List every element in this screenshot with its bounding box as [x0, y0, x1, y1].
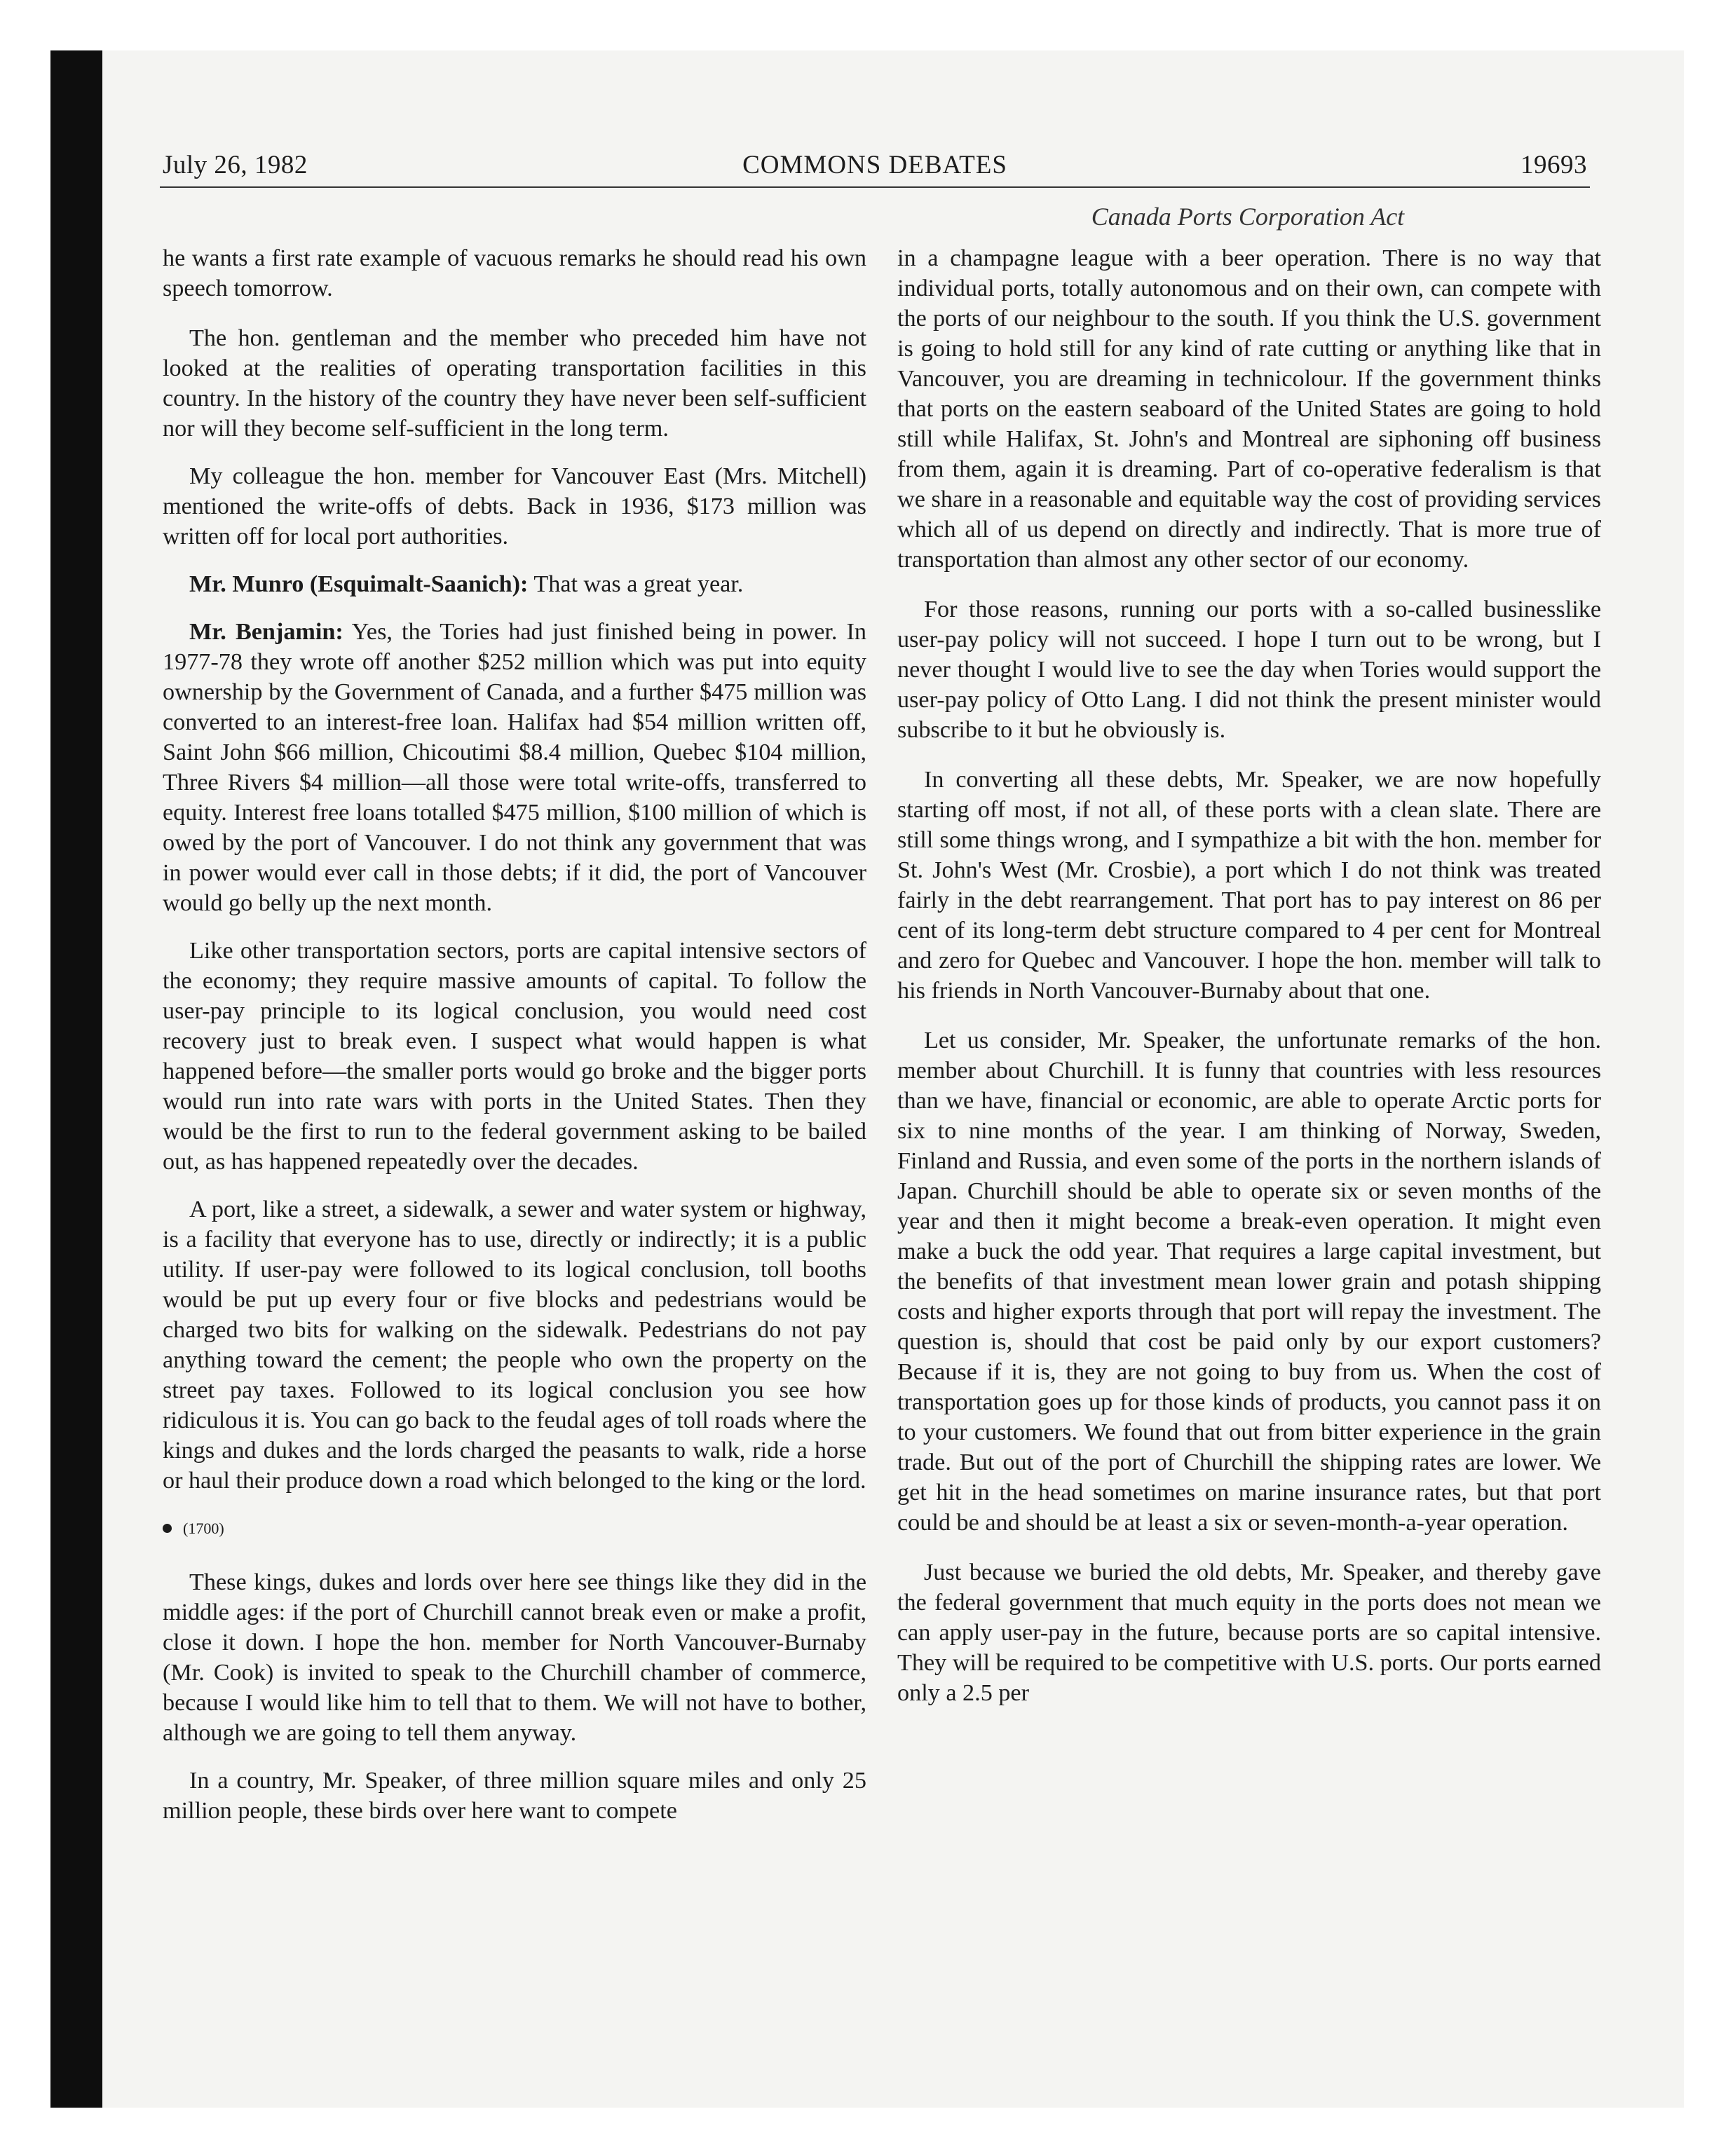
time-marker	[163, 1513, 866, 1543]
paragraph: Let us consider, Mr. Speaker, the unfortunate remarks of the hon. member about Churchill. It is funny that countries with less resources than we have, financial or economic, are able to operate Arctic ports for six to nine months of the year. I am thinking of Norway, Sweden, Finland and Russia, and even some of the ports in the northern islands of Japan. Churchill should be able to operate six or seven months of the year and then it might become a break-even operation. It might even make a buck the odd year. That requires a large capital investment, but the benefits of that investment mean lower grain and potash shipping costs and higher exports through that port will repay the investment. The question is, should that cost be paid only by our export customers? Because if it is, they are not going to buy from us. When the cost of transportation goes up for those kinds of products, you cannot pass it on to your customers. We found that out from bitter experience in the grain trade. But out of the port of Churchill the shipping rates are lower. We get hit in the head sometimes on marine insurance rates, but that port could be and should be at least a six or seven-month-a-year operation.	[897, 1028, 1601, 1536]
act-title: Canada Ports Corporation Act	[1091, 203, 1405, 231]
paragraph: Like other transportation sectors, ports are capital intensive sectors of the economy; they require massive amounts of capital. To follow the user-pay principle to its logical conclusion, you would need cost recovery just to break even. I suspect what would happen is what happened before—the smaller ports would go broke and the bigger ports would run into rate wars with ports in the United States. Then they would be the first to run to the federal government asking to be bailed out, as has happened repeatedly over the decades.	[163, 938, 866, 1175]
paragraph: A port, like a street, a sidewalk, a sewer and water system or highway, is a facility that everyone has to use, directly or indirectly; it is a public utility. If user-pay were followed to its logical conclusion, toll booths would be put up every four or five blocks and pedestrians would be charged two bits for walking on the sidewalk. Pedestrians do not pay anything toward the cement; the people who own the property on the street pay taxes. Followed to its logical conclusion you see how ridiculous it is. You can go back to the feudal ages of toll roads where the kings and dukes and the lords charged the peasants to walk, ride a horse or haul their produce down a road which belonged to the king or the lord.	[163, 1196, 866, 1494]
paragraph: For those reasons, running our ports with a so-called businesslike user-pay policy will not succeed. I hope I turn out to be wrong, but I never thought I would live to see the day when Tories would support the user-pay policy of Otto Lang. I did not think the present minister would subscribe to it but he obviously is.	[897, 596, 1601, 743]
paragraph: Just because we buried the old debts, Mr. Speaker, and thereby gave the federal government that much equity in the ports does not mean we can apply user-pay in the future, because ports are so capital intensive. They will be required to be competitive with U.S. ports. Our ports earned only a 2.5 per	[897, 1560, 1601, 1706]
time-marker-label: (1700)	[183, 1520, 224, 1537]
scan-border	[50, 50, 102, 2108]
bullet-icon	[163, 1524, 172, 1533]
header-publication: COMMONS DEBATES	[742, 151, 1007, 179]
page-header	[160, 147, 1590, 188]
paragraph: My colleague the hon. member for Vancouver East (Mrs. Mitchell) mentioned the write-offs of debts. Back in 1936, $173 million was written off for local port authorities.	[163, 463, 866, 550]
speech-munro	[163, 569, 866, 599]
speech-text: That was a great year.	[528, 571, 744, 597]
header-page-number: 19693	[1520, 151, 1587, 179]
paragraph: in a champagne league with a beer operation. There is no way that individual ports, totally autonomous and on their own, can compete with the ports of our neighbour to the south. If you think the U.S. government is going to hold still for any kind of rate cutting or anything like that in Vancouver, you are dreaming in technicolour. If the government thinks that ports on the eastern seaboard of the United States are going to hold still while Halifax, St. John's and Montreal are siphoning off business from them, again it is dreaming. Part of co-operative federalism is that we share in a reasonable and equitable way the cost of providing services which all of us depend on directly and indirectly. That is more true of transportation than almost any other sector of our economy.	[897, 245, 1601, 573]
speaker-name: Mr. Munro (Esquimalt-Saanich):	[189, 571, 529, 597]
speaker-name: Mr. Benjamin:	[189, 619, 343, 645]
speech-text: Yes, the Tories had just finished being in power. In 1977-78 they wrote off another $252 million which was put into equity ownership by the Government of Canada, and a further $475 million was converted to an interest-free loan. Halifax had $54 million written off, Saint John $66 million, Chicoutimi $8.4 million, Quebec $104 million, Three Rivers $4 million—all those were total write-offs, transferred to equity. Interest free loans totalled $475 million, $100 million of which is owed by the port of Vancouver. I do not think any government that was in power would ever call in those debts; if it did, the port of Vancouver would go belly up the next month.	[163, 619, 867, 916]
header-date: July 26, 1982	[163, 151, 308, 179]
paragraph: These kings, dukes and lords over here see things like they did in the middle ages: if the port of Churchill cannot break even or make a profit, close it down. I hope the hon. member for North Vancouver-Burnaby (Mr. Cook) is invited to speak to the Churchill chamber of commerce, because I would like him to tell that to them. We will not have to bother, although we are going to tell them anyway.	[163, 1569, 866, 1746]
right-column	[897, 243, 1601, 1726]
paragraph: The hon. gentleman and the member who preceded him have not looked at the realities of operating transportation facilities in this country. In the history of the country they have never been self-sufficient nor will they become self-sufficient in the long term.	[163, 325, 866, 442]
left-column	[163, 243, 866, 1843]
paragraph: In a country, Mr. Speaker, of three million square miles and only 25 million people, these birds over here want to compete	[163, 1768, 866, 1824]
paragraph: In converting all these debts, Mr. Speaker, we are now hopefully starting off most, if not all, of these ports with a clean slate. There are still some things wrong, and I sympathize a bit with the hon. member for St. John's West (Mr. Crosbie), a port which I do not think was treated fairly in the debt rearrangement. That port has to pay interest on 86 per cent of its long-term debt structure compared to 4 per cent for Montreal and zero for Quebec and Vancouver. I hope the hon. member will talk to his friends in North Vancouver-Burnaby about that one.	[897, 767, 1601, 1004]
speech-benjamin	[163, 617, 866, 918]
paragraph: he wants a first rate example of vacuous remarks he should read his own speech tomorrow.	[163, 245, 866, 301]
